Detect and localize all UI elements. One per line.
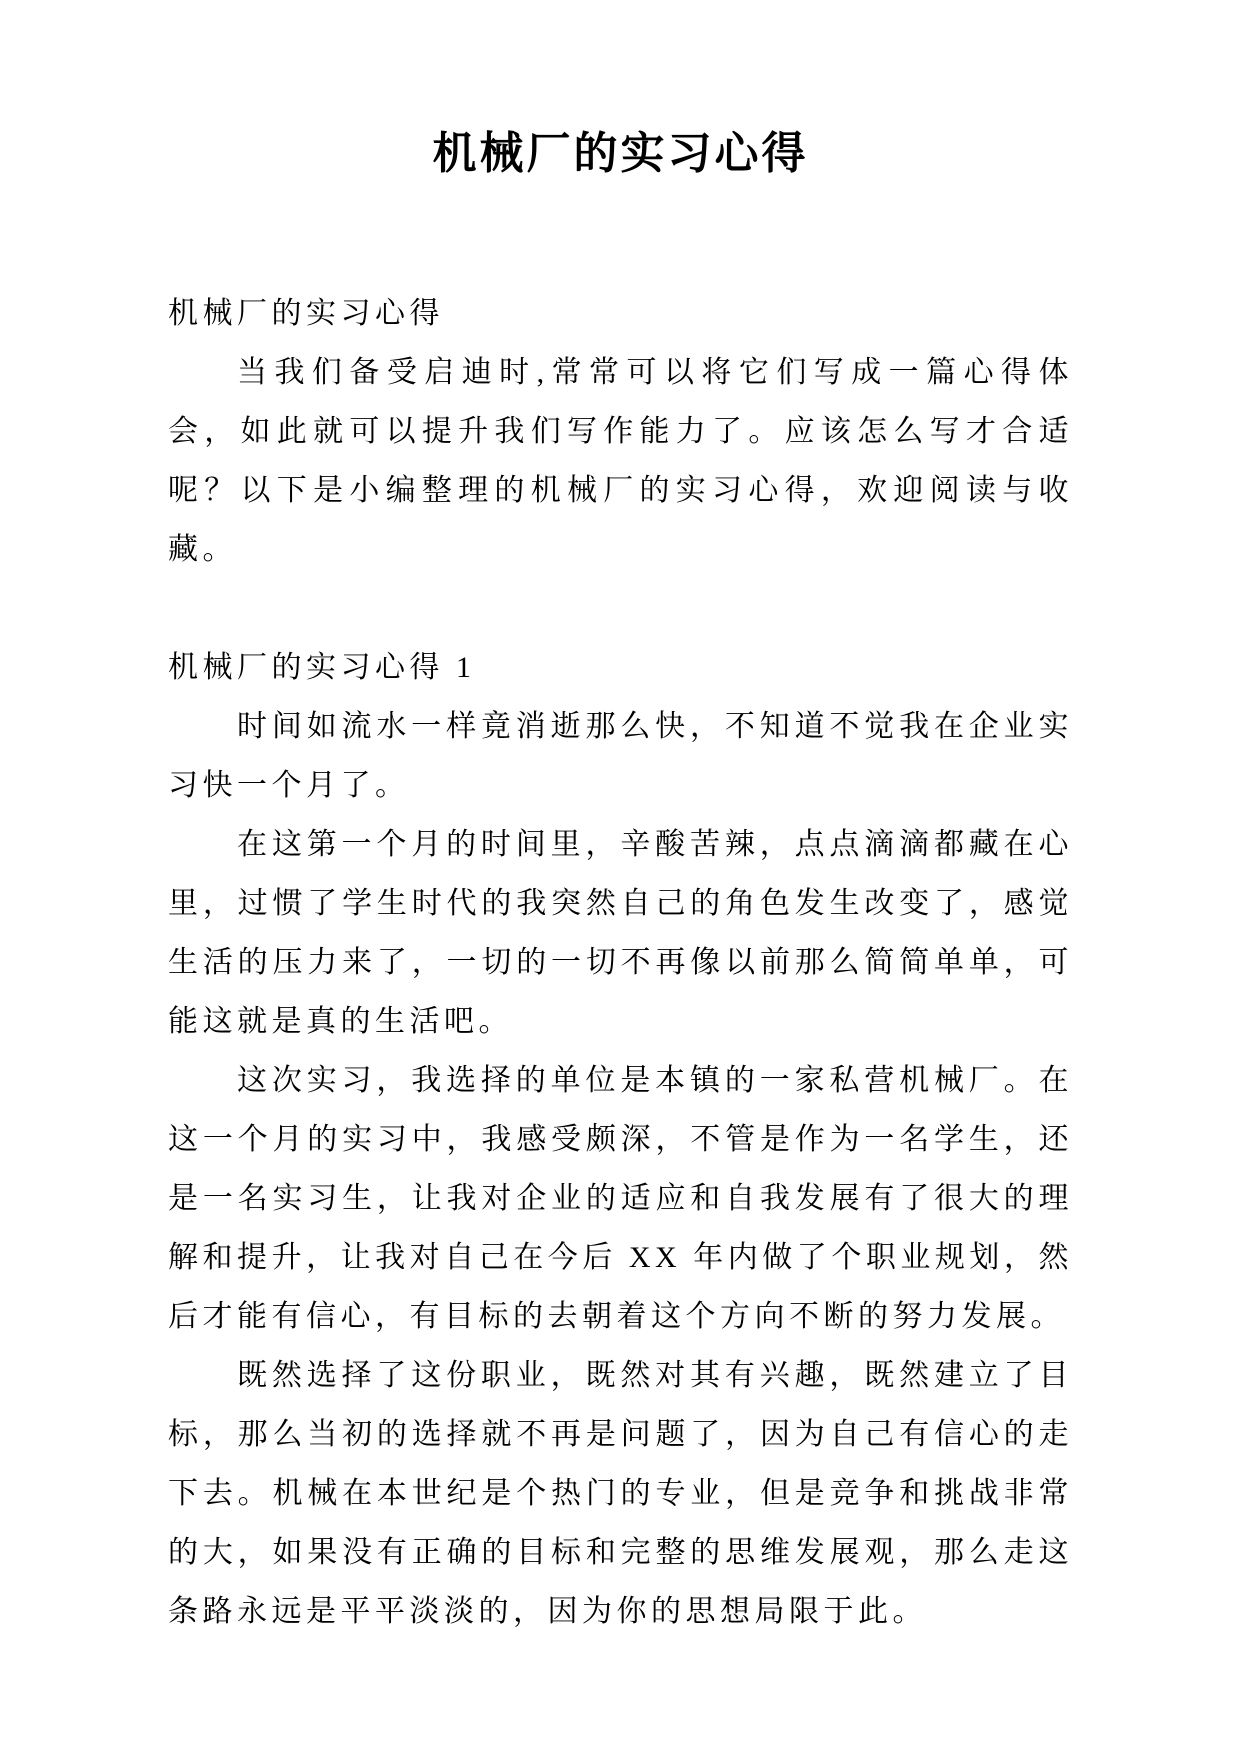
paragraph: 时间如流水一样竟消逝那么快，不知道不觉我在企业实习快一个月了。 — [168, 710, 1073, 802]
document-body — [168, 284, 1073, 1641]
paragraph-spacer — [168, 579, 1073, 638]
paragraph: 这次实习，我选择的单位是本镇的一家私营机械厂。在这一个月的实习中，我感受颇深，不管是作为一名学生，还是一名实习生，让我对企业的适应和自我发展有了很大的理解和提升，让我对自己在今后 XX 年内做了个职业规划，然后才能有信心，有目标的去朝着这个方向不断的努力发展。 — [168, 1064, 1073, 1333]
paragraph: 既然选择了这份职业，既然对其有兴趣，既然建立了目标，那么当初的选择就不再是问题了，因为自己有信心的走下去。机械在本世纪是个热门的专业，但是竞争和挑战非常的大，如果没有正确的目标和完整的思维发展观，那么走这条路永远是平平淡淡的，因为你的思想局限于此。 — [168, 1359, 1073, 1628]
paragraph: 在这第一个月的时间里，辛酸苦辣，点点滴滴都藏在心里，过惯了学生时代的我突然自己的角色发生改变了，感觉生活的压力来了，一切的一切不再像以前那么简简单单，可能这就是真的生活吧。 — [168, 828, 1073, 1038]
paragraph: 当我们备受启迪时,常常可以将它们写成一篇心得体会，如此就可以提升我们写作能力了。应该怎么写才合适呢？以下是小编整理的机械厂的实习心得，欢迎阅读与收藏。 — [168, 356, 1073, 566]
paragraph: 机械厂的实习心得 — [168, 297, 444, 330]
paragraph: 机械厂的实习心得 1 — [168, 651, 476, 684]
document-title: 机械厂的实习心得 — [432, 129, 809, 178]
